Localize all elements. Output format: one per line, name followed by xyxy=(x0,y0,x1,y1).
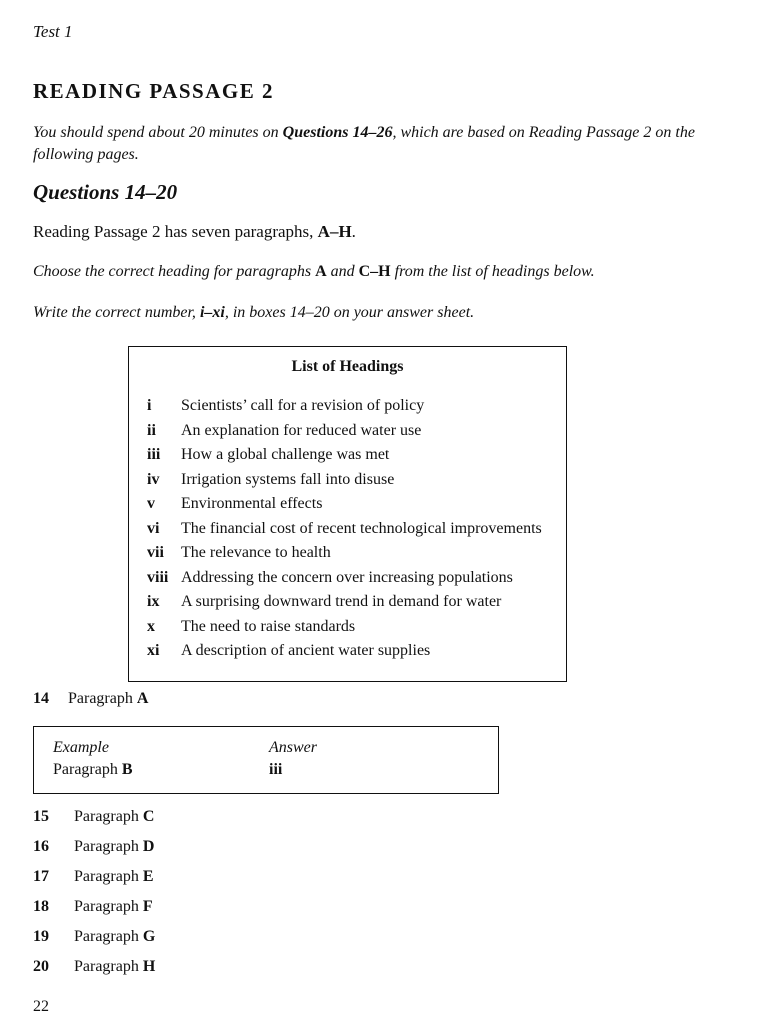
heading-item xyxy=(147,618,542,643)
heading-number: xi xyxy=(147,642,160,659)
heading-item xyxy=(147,422,542,447)
passage-title: READING PASSAGE 2 xyxy=(33,79,274,103)
heading-text: Addressing the concern over increasing populations xyxy=(181,568,513,586)
question-item xyxy=(33,958,155,988)
question-label: Paragraph xyxy=(74,808,143,825)
heading-text: A description of ancient water supplies xyxy=(181,642,431,659)
question-letter: C xyxy=(142,808,155,825)
instruction-1 xyxy=(33,263,595,281)
questions-heading: Questions 14–20 xyxy=(33,180,178,204)
instruction-2-c: , in boxes 14–20 on your answer sheet. xyxy=(224,304,475,321)
heading-item xyxy=(147,471,542,496)
heading-number: vi xyxy=(147,519,160,537)
question-item xyxy=(33,808,155,838)
question-number: 16 xyxy=(33,838,49,855)
heading-text: How a global challenge was met xyxy=(181,446,390,463)
heading-text: Environmental effects xyxy=(181,495,323,512)
heading-number: ix xyxy=(147,593,160,610)
heading-text: The financial cost of recent technological improvements xyxy=(181,519,542,537)
heading-number: vii xyxy=(147,544,164,561)
question-list xyxy=(33,808,155,988)
question-number: 15 xyxy=(33,808,49,825)
question-number: 18 xyxy=(33,898,49,915)
question-item xyxy=(33,838,155,868)
heading-number: v xyxy=(147,495,155,512)
instruction-1-e: from the list of headings below. xyxy=(390,263,595,280)
headings-box-title: List of Headings xyxy=(291,358,404,375)
heading-item xyxy=(147,544,542,569)
question-letter: A xyxy=(136,690,149,707)
page-number: 22 xyxy=(33,998,49,1015)
intro-text xyxy=(33,122,723,166)
heading-item xyxy=(147,446,542,471)
question-number: 17 xyxy=(33,868,49,885)
heading-number: i xyxy=(147,397,152,414)
statement-after: . xyxy=(351,222,356,241)
question-letter: D xyxy=(142,838,155,855)
heading-number: iii xyxy=(147,446,161,463)
example-answer: iii xyxy=(269,761,283,778)
question-number: 19 xyxy=(33,928,49,945)
example-box xyxy=(33,726,499,794)
heading-number: x xyxy=(147,617,155,635)
heading-number: iv xyxy=(147,470,160,488)
question-letter: F xyxy=(142,898,153,915)
example-paragraph-label: Paragraph xyxy=(53,761,122,778)
instruction-2-a: Write the correct number, xyxy=(33,304,200,321)
headings-box xyxy=(128,346,567,682)
question-item xyxy=(33,898,155,928)
heading-item xyxy=(147,642,542,667)
instruction-1-c: and xyxy=(326,263,359,280)
statement-range: A–H xyxy=(317,222,352,241)
instruction-1-b: A xyxy=(315,263,327,280)
example-paragraph xyxy=(53,761,133,779)
question-label: Paragraph xyxy=(74,868,143,885)
heading-item xyxy=(147,397,542,422)
question-item xyxy=(33,928,155,958)
heading-number: ii xyxy=(147,421,156,439)
question-item xyxy=(33,868,155,898)
statement xyxy=(33,222,356,242)
heading-item xyxy=(147,520,542,545)
heading-text: Irrigation systems fall into disuse xyxy=(181,470,395,488)
question-14 xyxy=(33,690,148,708)
statement-before: Reading Passage 2 has seven paragraphs, xyxy=(33,222,318,241)
running-head: Test 1 xyxy=(33,22,73,41)
heading-text: Scientists’ call for a revision of policy xyxy=(181,397,425,414)
intro-questions: Questions 14–26 xyxy=(282,124,393,141)
headings-list xyxy=(147,397,542,667)
instruction-1-a: Choose the correct heading for paragraphs xyxy=(33,263,316,280)
heading-item xyxy=(147,495,542,520)
question-number: 14 xyxy=(33,690,49,707)
heading-number: viii xyxy=(147,568,169,586)
intro-after: , which are based on Reading Passage 2 on the following pages. xyxy=(33,124,695,163)
heading-item xyxy=(147,569,542,594)
question-letter: G xyxy=(142,928,156,945)
heading-text: The relevance to health xyxy=(181,544,331,561)
question-label: Paragraph xyxy=(74,838,143,855)
heading-text: A surprising downward trend in demand for water xyxy=(181,593,502,610)
question-label: Paragraph xyxy=(74,928,143,945)
question-label: Paragraph xyxy=(68,690,137,707)
heading-item xyxy=(147,593,542,618)
instruction-2 xyxy=(33,304,474,322)
question-letter: E xyxy=(142,868,154,885)
question-letter: H xyxy=(142,958,156,975)
instruction-1-d: C–H xyxy=(358,263,391,280)
heading-text: The need to raise standards xyxy=(181,617,356,635)
question-number: 20 xyxy=(33,958,49,975)
question-label: Paragraph xyxy=(74,958,143,975)
question-label: Paragraph xyxy=(74,898,143,915)
example-paragraph-letter: B xyxy=(121,761,133,778)
example-answer-label: Answer xyxy=(269,739,317,756)
intro-before: You should spend about 20 minutes on xyxy=(33,124,283,141)
instruction-2-b: i–xi xyxy=(199,304,225,321)
example-label: Example xyxy=(53,739,109,756)
heading-text: An explanation for reduced water use xyxy=(181,421,422,439)
